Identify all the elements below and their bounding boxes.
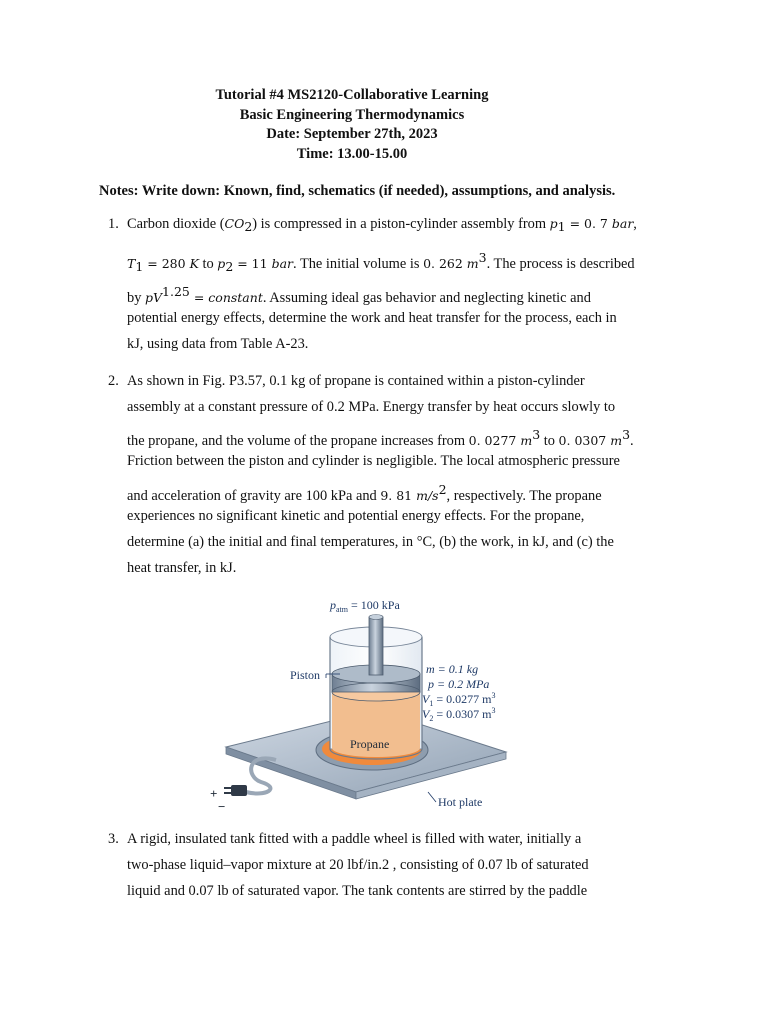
header-date: Date: September 27th, 2023 bbox=[266, 126, 438, 142]
q1-line-5: kJ, using data from Table A-23. bbox=[127, 336, 309, 352]
v2-label: $V_2 = 0.0307$ $m^3$ bbox=[422, 706, 496, 723]
q2-line-5: and acceleration of gravity are 100 kPa and 9. 81 $m/s^2$, respectively. The propane bbox=[127, 482, 602, 504]
header-title: Tutorial #4 MS2120-Collaborative Learning bbox=[215, 87, 489, 103]
q1-line-3: by $pV^{1.25}$ = constant. Assuming ideal gas behavior and neglecting kinetic and bbox=[127, 284, 591, 306]
propane-label: Propane bbox=[350, 737, 390, 751]
figure-piston-cylinder bbox=[206, 592, 526, 816]
question-number: 1. bbox=[108, 216, 119, 232]
q1-line-2: $T_1 = 280$ K to $p_2 = 11$ bar. The initial volume is 0. 262 $m^3$. The process is described bbox=[127, 250, 635, 274]
q2-line-1: As shown in Fig. P3.57, 0.1 kg of propane is contained within a piston-cylinder bbox=[127, 373, 585, 389]
piston-cylinder-diagram bbox=[206, 592, 526, 816]
q1-line-1: Carbon dioxide $(CO_2)$ is compressed in a piston-cylinder assembly from $p_1 = 0$. 7 bar, bbox=[127, 216, 637, 234]
header-course: Basic Engineering Thermodynamics bbox=[239, 106, 465, 123]
q2-line-7: determine (a) the initial and final temperatures, in °C, (b) the work, in kJ, and (c) the bbox=[127, 534, 614, 550]
pressure-label: p = 0.2 MPa bbox=[428, 677, 490, 691]
v1-label: $V_1 = 0.0277$ $m^3$ bbox=[422, 691, 496, 708]
mass-label: m = 0.1 kg bbox=[426, 662, 479, 676]
q2-line-2: assembly at a constant pressure of 0.2 MPa. Energy transfer by heat occurs slowly to bbox=[127, 399, 616, 415]
q2-line-4: Friction between the piston and cylinder is negligible. The local atmospheric pressure bbox=[127, 453, 620, 469]
minus-sign: − bbox=[218, 799, 226, 814]
piston-label: Piston bbox=[290, 668, 321, 682]
q3-line-2: two-phase liquid–vapor mixture at 20 lbf/in.2 , consisting of 0.07 lb of saturated bbox=[127, 857, 589, 873]
q2-line-3: the propane, and the volume of the propane increases from 0. 0277 $m^3$ to 0. 0307 $m^3$. bbox=[127, 427, 634, 449]
notes-line: Notes: Write down: Known, find, schematics (if needed), assumptions, and analysis. bbox=[99, 183, 616, 199]
header-time: Time: 13.00-15.00 bbox=[296, 145, 408, 162]
plug bbox=[231, 785, 247, 796]
q2-line-6: experiences no significant kinetic and potential energy effects. For the propane, bbox=[127, 508, 585, 524]
hot-plate-label: Hot plate bbox=[438, 795, 483, 809]
plus-sign: + bbox=[210, 786, 218, 801]
q2-line-8: heat transfer, in kJ. bbox=[127, 560, 237, 576]
document-header bbox=[0, 86, 704, 164]
patm-label: $p_{atm} = 100$ kPa bbox=[330, 598, 400, 614]
q1-line-4: potential energy effects, determine the work and heat transfer for the process, each in bbox=[127, 310, 617, 326]
question-number: 3. bbox=[108, 831, 119, 847]
q3-line-1: A rigid, insulated tank fitted with a paddle wheel is filled with water, initially a bbox=[127, 831, 582, 847]
piston-rod bbox=[369, 617, 383, 675]
q3-line-3: liquid and 0.07 lb of saturated vapor. The tank contents are stirred by the paddle bbox=[127, 883, 588, 899]
question-number: 2. bbox=[108, 373, 119, 389]
